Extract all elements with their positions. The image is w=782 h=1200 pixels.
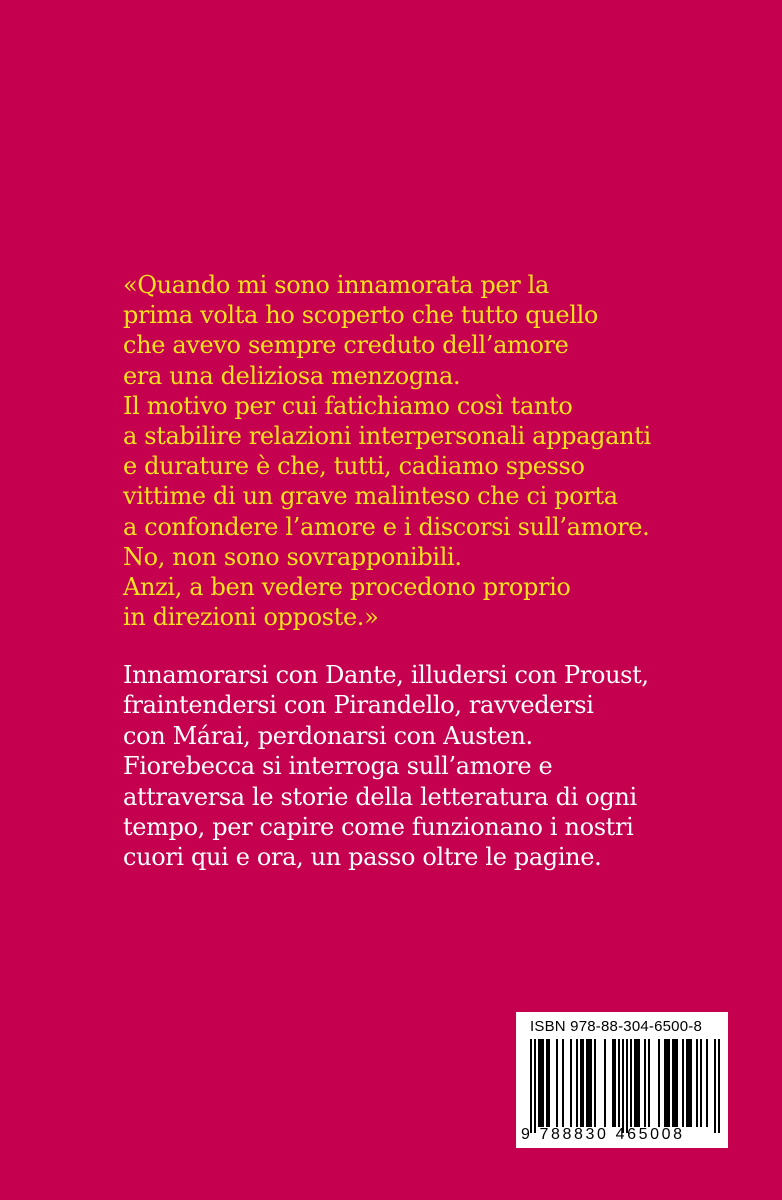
barcode-bar — [674, 1039, 676, 1127]
barcode-bar — [626, 1039, 628, 1133]
barcode-bar — [676, 1039, 678, 1127]
quote-line: vittime di un grave malinteso che ci porta — [123, 482, 618, 511]
isbn-barcode — [516, 1012, 728, 1148]
quote-line: Anzi, a ben vedere procedono proprio — [123, 573, 571, 602]
blurb-line: tempo, per capire come funzionano i nostri — [123, 813, 634, 842]
quote-line: era una deliziosa menzogna. — [123, 361, 461, 390]
barcode-bar — [630, 1039, 632, 1127]
barcode-bar — [668, 1039, 670, 1127]
ean-digits: 9 788830 465008 — [521, 1126, 685, 1143]
quote-line: prima volta ho scoperto che tutto quello — [123, 301, 599, 330]
quote-line: No, non sono sovrapponibili. — [123, 542, 462, 571]
blurb-line: cuori qui e ora, un passo oltre le pagine. — [123, 843, 602, 872]
barcode-bar — [644, 1039, 646, 1127]
barcode-bar — [540, 1039, 542, 1127]
barcode-bar — [546, 1039, 548, 1127]
blurb-line: Fiorebecca si interroga sull’amore e — [123, 752, 553, 781]
barcode-bar — [614, 1039, 616, 1127]
barcode-bar — [664, 1039, 666, 1127]
blurb-line: fraintendersi con Pirandello, ravvedersi — [123, 691, 594, 720]
barcode-bar — [686, 1039, 688, 1127]
barcode-bar — [582, 1039, 584, 1127]
barcode-bar — [706, 1039, 708, 1127]
barcode-bar — [580, 1039, 582, 1127]
quote-line: che avevo sempre creduto dell’amore — [123, 331, 569, 360]
barcode-bar — [604, 1039, 606, 1127]
barcode-bar — [534, 1039, 536, 1133]
blurb-line: Innamorarsi con Dante, illudersi con Proust, — [123, 661, 649, 689]
barcode-bar — [586, 1039, 588, 1127]
quote-line: in direzioni opposte.» — [123, 603, 379, 632]
quote-line: «Quando mi sono innamorata per la — [123, 271, 549, 299]
barcode-bar — [638, 1039, 640, 1127]
barcode-bar — [718, 1039, 720, 1133]
barcode-bar — [570, 1039, 572, 1127]
barcode-bar — [590, 1039, 592, 1127]
barcode-bar — [696, 1039, 698, 1127]
quote-line: a confondere l’amore e i discorsi sull’amore. — [123, 512, 650, 541]
quote-line: Il motivo per cui fatichiamo così tanto — [123, 391, 573, 420]
barcode-bar — [556, 1039, 558, 1127]
barcode-bar — [622, 1039, 624, 1133]
barcode-bar — [672, 1039, 674, 1127]
barcode-bar — [612, 1039, 614, 1127]
barcode-bar — [634, 1039, 636, 1127]
barcode-bar — [666, 1039, 668, 1127]
barcode-bar — [618, 1039, 620, 1127]
quote-block — [123, 270, 723, 632]
barcode-bar — [658, 1039, 660, 1127]
barcode-bar — [576, 1039, 578, 1127]
barcode-bar — [688, 1039, 690, 1127]
barcode-bar — [530, 1039, 532, 1133]
barcode-bar — [548, 1039, 550, 1127]
barcode-bar — [562, 1039, 564, 1127]
blurb-block — [123, 660, 723, 873]
barcode-bar — [682, 1039, 684, 1127]
barcode-bar — [700, 1039, 702, 1127]
barcode-bar — [714, 1039, 716, 1133]
barcode-bar — [588, 1039, 590, 1127]
barcode-bar — [648, 1039, 650, 1127]
barcode-bar — [542, 1039, 544, 1127]
barcode-bar — [690, 1039, 692, 1127]
blurb-line: attraversa le storie della letteratura di ogni — [123, 782, 637, 811]
barcode-bar — [636, 1039, 638, 1127]
quote-line: a stabilire relazioni interpersonali appaganti — [123, 422, 651, 451]
barcode-bar — [538, 1039, 540, 1127]
blurb-line: con Márai, perdonarsi con Austen. — [123, 721, 533, 750]
barcode-bar — [594, 1039, 596, 1127]
quote-line: e durature è che, tutti, cadiamo spesso — [123, 452, 585, 481]
isbn-label: ISBN 978-88-304-6500-8 — [530, 1018, 703, 1035]
